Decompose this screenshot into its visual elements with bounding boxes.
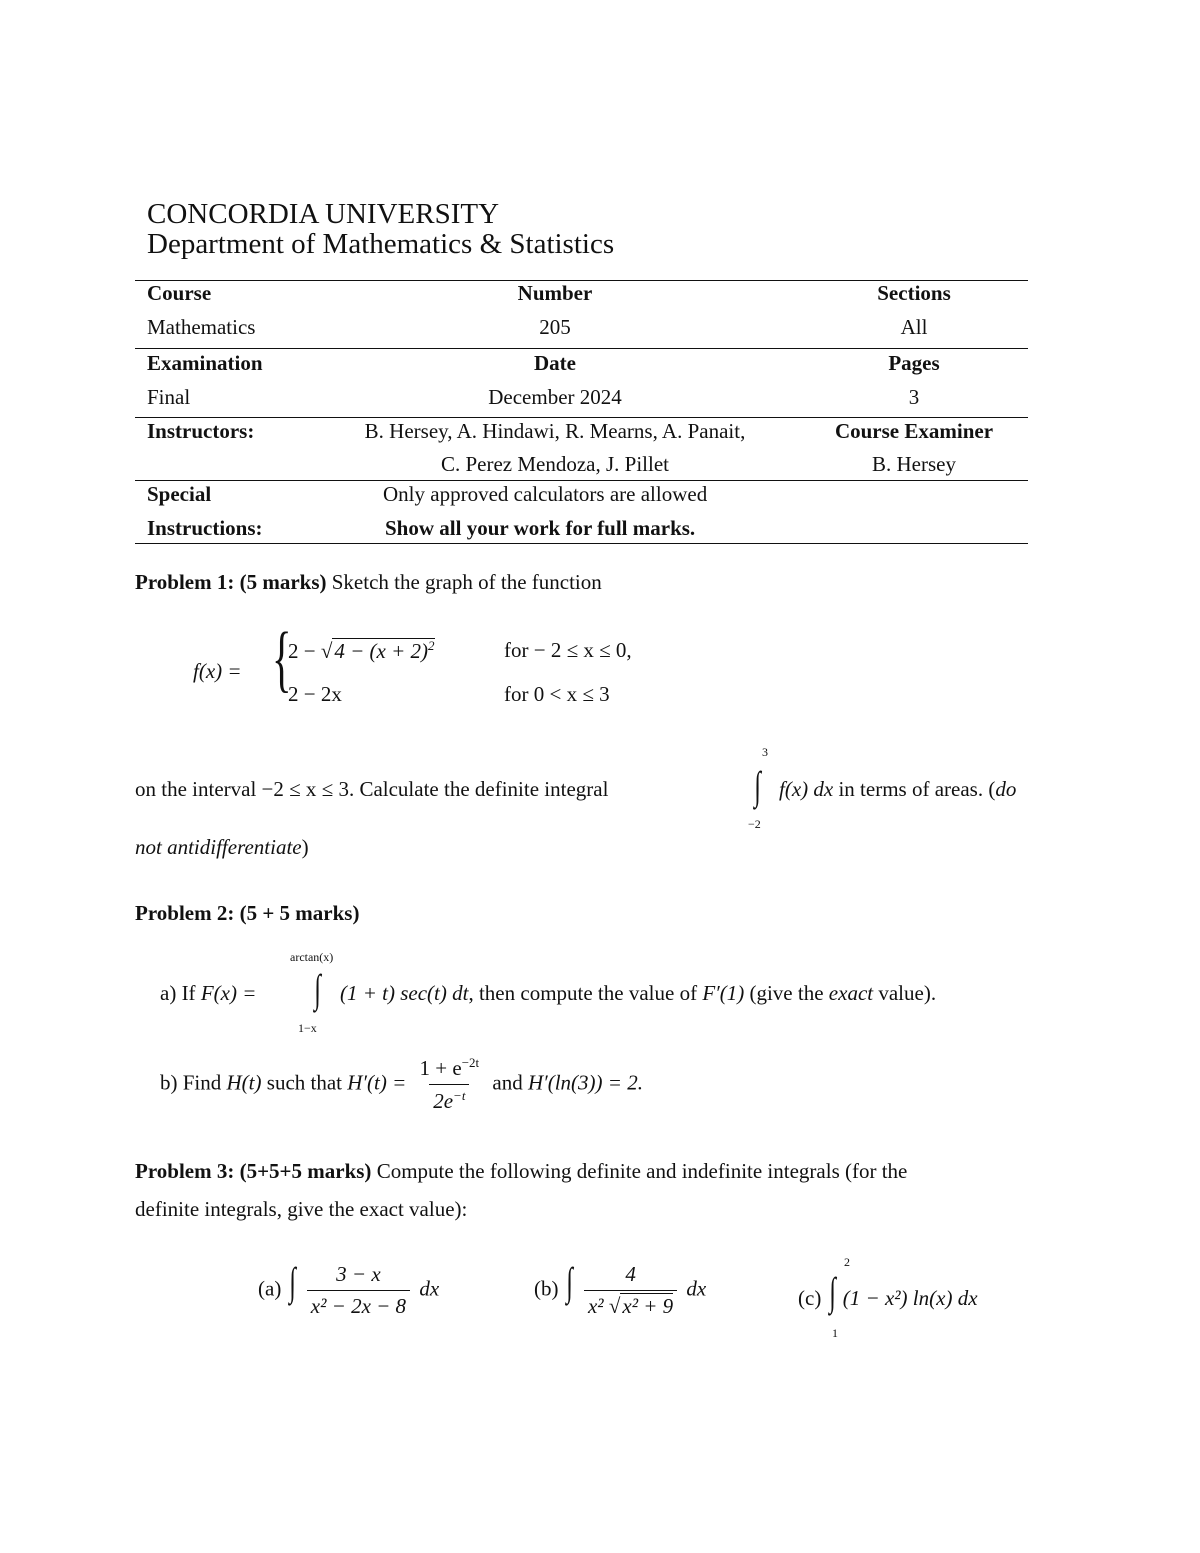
text: such that (261, 1070, 348, 1095)
exponent: −t (453, 1088, 466, 1103)
areas-text: in terms of areas. ( (838, 777, 996, 801)
case-1-sqrt (332, 638, 434, 663)
paren: ) (301, 835, 309, 859)
case-2-condition: for 0 < x ≤ 3 (504, 682, 610, 706)
numerator: 1 + e (419, 1056, 462, 1080)
problem-3-text-2: definite integrals, give the exact value): (135, 1197, 468, 1221)
examiner-header: Course Examiner (834, 419, 994, 443)
instructors-line1: B. Hersey, A. Hindawi, R. Mearns, A. Panait, (364, 419, 746, 443)
fraction (416, 1055, 484, 1114)
table-rule (135, 543, 1028, 544)
table-rule (135, 480, 1028, 481)
integral-upper-limit: arctan(x) (290, 950, 334, 964)
instructors-label: Instructors: (147, 419, 255, 443)
special-label: Special (147, 482, 212, 506)
problem-label: Problem 3: (135, 1159, 235, 1183)
problem-text: Compute the following definite and indefinite integrals (for the (371, 1159, 908, 1183)
integral-continuation (779, 777, 1016, 802)
text: value). (873, 981, 937, 1005)
label: (b) (534, 1276, 559, 1301)
problem-text: Sketch the graph of the function (326, 570, 602, 594)
problem-1-heading (135, 570, 602, 595)
sections-value: All (900, 315, 928, 339)
integrand: (1 + t) sec(t) dt (340, 981, 469, 1005)
sqrt-content: 4 − (x + 2) (334, 639, 429, 663)
problem-label: Problem 2: (135, 901, 235, 925)
dx: dx (419, 1276, 440, 1301)
integral-sign: ∫ (828, 1269, 836, 1314)
pages-value: 3 (908, 385, 920, 409)
numerator: 3 − x (336, 1262, 381, 1286)
examination-value: Final (147, 385, 191, 409)
examiner-value: B. Hersey (872, 452, 956, 476)
course-value: Mathematics (147, 315, 256, 339)
fraction (307, 1262, 410, 1319)
F-prime: F′(1) (702, 981, 745, 1005)
interval-text: on the interval −2 ≤ x ≤ 3. Calculate the definite integral (135, 777, 609, 801)
problem-3-heading (135, 1159, 907, 1184)
label: (c) (798, 1286, 822, 1310)
problem-marks: (5+5+5 marks) (239, 1159, 372, 1183)
text: (give the (744, 981, 829, 1005)
integral-a (258, 1259, 440, 1319)
fraction: $\frac{4}{\text{x² √x² + 9}}$ (584, 1262, 677, 1319)
integral-lower-limit: −2 (748, 817, 761, 831)
condition: H′(ln(3)) = 2. (527, 1070, 643, 1095)
pages-header: Pages (888, 351, 940, 375)
date-value: December 2024 (488, 385, 622, 409)
part-a-text (340, 981, 936, 1006)
integral-upper-limit: 3 (762, 745, 768, 759)
integral-sign: ∫ (754, 763, 761, 808)
part-a-label: a) If (160, 981, 201, 1005)
department-name: Department of Mathematics & Statistics (147, 228, 615, 260)
denominator: 2e (433, 1089, 454, 1113)
integral-b (534, 1259, 707, 1319)
F-definition: F(x) = (200, 981, 257, 1005)
integral-lower-limit: 1−x (298, 1021, 317, 1035)
exponent: −2t (461, 1055, 480, 1070)
sqrt-content: x² + 9 (622, 1294, 674, 1318)
examination-header: Examination (147, 351, 263, 375)
antidiff-text: not antidifferentiate (135, 835, 302, 859)
sqrt-exponent: 2 (428, 638, 435, 653)
integral-sign: ∫ (565, 1259, 573, 1305)
number-header: Number (517, 281, 593, 305)
integral-sign: ∫ (288, 1259, 296, 1305)
integrand: (1 − x²) ln(x) dx (842, 1286, 978, 1310)
problem-marks: (5 marks) (239, 570, 327, 594)
problem-label: Problem 1: (135, 570, 235, 594)
instructors-line2: C. Perez Mendoza, J. Pillet (440, 452, 670, 476)
fx-lhs: f(x) = (193, 659, 242, 683)
table-rule (135, 348, 1028, 349)
course-header: Course (147, 281, 212, 305)
date-header: Date (534, 351, 576, 375)
integral-lower-limit: 1 (832, 1326, 838, 1340)
part-b (160, 1055, 643, 1114)
case-1-condition: for − 2 ≤ x ≤ 0, (504, 638, 632, 662)
left-brace: { (271, 618, 292, 700)
integral-upper-limit: 2 (844, 1255, 850, 1269)
not-antidifferentiate (135, 835, 309, 860)
integrand: f(x) dx (779, 777, 834, 801)
instructions-label: Instructions: (147, 516, 263, 540)
table-rule (135, 417, 1028, 418)
integral-c (798, 1269, 978, 1314)
label: (a) (258, 1276, 282, 1301)
denominator-factor: x² (587, 1294, 604, 1318)
university-name: CONCORDIA UNIVERSITY (147, 198, 500, 230)
text: and (487, 1070, 528, 1095)
numerator: 4 (625, 1262, 636, 1286)
integral-sign: ∫ (314, 966, 321, 1011)
text: , then compute the value of (468, 981, 703, 1005)
case-2-expression: 2 − 2x (288, 682, 342, 706)
dx: dx (686, 1276, 707, 1301)
case-1-expression: $2 - √4 - (x + 2)^2$ (288, 638, 435, 663)
exact-emphasis: exact (828, 981, 874, 1005)
calculator-instruction: Only approved calculators are allowed (383, 482, 708, 506)
sections-header: Sections (877, 281, 951, 305)
problem-2-heading (135, 901, 359, 926)
number-value: 205 (539, 315, 571, 339)
H-prime: H′(t) = (347, 1070, 407, 1095)
H-function: H(t) (226, 1070, 262, 1095)
do-text: do (995, 777, 1017, 801)
denominator: x² − 2x − 8 (307, 1290, 410, 1319)
part-a-prefix (160, 981, 256, 1006)
work-instruction: Show all your work for full marks. (385, 516, 696, 540)
part-b-label: b) Find (160, 1070, 227, 1095)
case-1-prefix: 2 − (288, 639, 321, 663)
problem-marks: (5 + 5 marks) (239, 901, 360, 925)
